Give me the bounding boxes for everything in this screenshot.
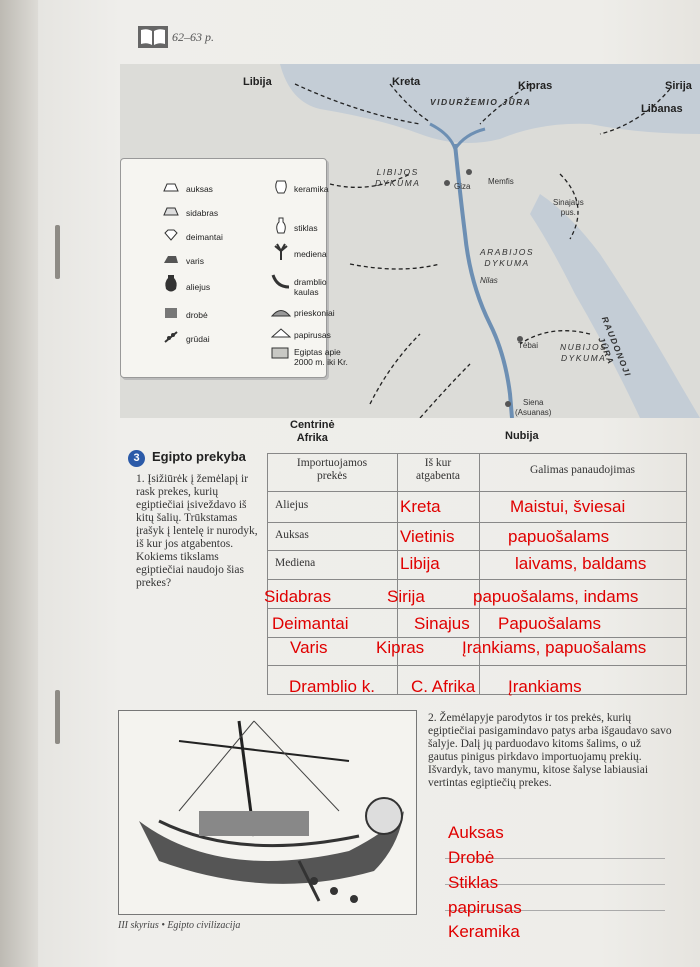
handwritten-use: papuošalams, indams bbox=[473, 587, 639, 606]
page-spine bbox=[0, 0, 38, 967]
handwritten-use: papuošalams bbox=[508, 527, 610, 546]
book-icon bbox=[138, 26, 168, 48]
legend-label: grūdai bbox=[186, 334, 210, 344]
legend-label: stiklas bbox=[294, 223, 318, 233]
handwritten-answer: Auksas bbox=[448, 823, 504, 842]
egypt-area-icon bbox=[271, 347, 289, 359]
trade-table bbox=[267, 453, 687, 695]
binder-clip bbox=[55, 225, 60, 279]
handwritten-good: Dramblio k. bbox=[289, 677, 375, 696]
handwritten-answer: Keramika bbox=[448, 922, 520, 941]
map-label-libija: Libija bbox=[243, 76, 272, 88]
handwritten-good: Sidabras bbox=[264, 587, 332, 606]
oil-jar-icon bbox=[163, 274, 179, 294]
handwritten-use: Įrankiams, papuošalams bbox=[462, 638, 647, 657]
handwritten-origin: Libija bbox=[400, 554, 440, 573]
map-label-memfis: Memfis bbox=[488, 177, 514, 186]
map-label-kipras: Kipras bbox=[518, 80, 553, 92]
map-legend bbox=[120, 158, 348, 378]
map-label-giza: Giza bbox=[454, 182, 471, 191]
legend-label: dramblio kaulas bbox=[294, 277, 327, 297]
page-reference: 62–63 p. bbox=[172, 30, 214, 44]
binder-clip bbox=[55, 690, 60, 744]
table-header-goods: Importuojamos prekės bbox=[296, 457, 368, 482]
handwritten-answer: Drobė bbox=[448, 848, 495, 867]
handwritten-answer: papirusas bbox=[448, 898, 522, 917]
handwritten-origin: Kipras bbox=[376, 638, 425, 657]
legend-label: sidabras bbox=[186, 208, 219, 218]
section-title: Egipto prekyba bbox=[152, 449, 246, 464]
map-label-sirija: Sirija bbox=[665, 80, 692, 92]
silver-icon bbox=[163, 205, 179, 217]
map-label-nubija: Nubija bbox=[505, 430, 539, 442]
handwritten-origin: Sinajus bbox=[414, 614, 470, 633]
legend-label: Egiptas apie 2000 m. iki Kr. bbox=[294, 347, 348, 367]
papyrus-icon bbox=[271, 327, 291, 339]
handwritten-origin: Kreta bbox=[400, 497, 441, 516]
page-footer-caption: III skyrius • Egipto civilizacija bbox=[118, 920, 241, 931]
diamond-icon bbox=[163, 229, 179, 241]
map-label-arabian-desert: ARABIJOS DYKUMA bbox=[480, 247, 535, 268]
handwritten-use: laivams, baldams bbox=[515, 554, 647, 573]
legend-label: mediena bbox=[294, 249, 327, 259]
legend-label: papirusas bbox=[294, 330, 331, 340]
ship-illustration bbox=[118, 710, 417, 915]
handwritten-origin: Vietinis bbox=[400, 527, 455, 546]
legend-label: auksas bbox=[186, 184, 213, 194]
legend-label: aliejus bbox=[186, 282, 211, 292]
legend-label: keramika bbox=[294, 184, 329, 194]
legend-label: varis bbox=[186, 256, 204, 266]
map-label-libyan-desert: LIBIJOS DYKUMA bbox=[375, 167, 421, 188]
map-label-sinai: Sinajaus pus. bbox=[553, 198, 584, 217]
handwritten-good: Deimantai bbox=[272, 614, 349, 633]
handwritten-good: Varis bbox=[290, 638, 328, 657]
handwritten-origin: C. Afrika bbox=[411, 677, 476, 696]
table-cell-good: Aliejus bbox=[275, 499, 309, 511]
map-label-central-africa: Centrinė Afrika bbox=[290, 419, 335, 444]
map-label-kreta: Kreta bbox=[392, 76, 421, 88]
map-label-red-sea: RAUDONOJI JŪRA bbox=[596, 315, 634, 379]
copper-icon bbox=[163, 253, 179, 265]
section-number: 3 bbox=[128, 450, 145, 467]
timber-icon bbox=[273, 243, 289, 261]
map-label-siena: Siena (Asuanas) bbox=[515, 398, 552, 417]
grain-icon bbox=[163, 331, 179, 343]
table-header-origin: Iš kur atgabenta bbox=[415, 457, 461, 482]
glass-icon bbox=[273, 217, 289, 235]
legend-label: deimantai bbox=[186, 232, 223, 242]
handwritten-origin: Sirija bbox=[387, 587, 425, 606]
task-2-text: 2. Žemėlapyje parodytos ir tos prekės, kurių egiptiečiai pasigamindavo patys arba išgaudavo savo šalyje. Dalį jų parduodavo kitoms šalims, o už gautus pinigus pirkdavo importuojamų prekių. Išvardyk, tavo manymu, kitose šalyse labiausiai vertintas egiptiečių prekes. bbox=[428, 712, 672, 789]
spices-icon bbox=[271, 305, 291, 317]
table-cell-good: Mediena bbox=[275, 557, 316, 569]
map-label-nubian-desert: NUBIJOS DYKUMA bbox=[560, 342, 608, 363]
gold-icon bbox=[163, 181, 179, 193]
pottery-icon bbox=[273, 179, 289, 195]
handwritten-use: Papuošalams bbox=[498, 614, 602, 633]
map-label-sea: VIDURŽEMIO JŪRA bbox=[430, 97, 532, 107]
map-label-libanas: Libanas bbox=[641, 103, 683, 115]
task-1-text: 1. Įsižiūrėk į žemėlapį ir rask prekes, kurių egiptiečiai įsiveždavo iš kitų šalių. Trūkstamas įrašyk į lentelę ir nurodyk, iš kur jos atgabentos. Kokiems tikslams egiptiečiai naudojo šias prekes? bbox=[136, 473, 258, 589]
ivory-icon bbox=[271, 273, 291, 289]
table-cell-good: Auksas bbox=[275, 529, 309, 541]
map-label-nile: Nilas bbox=[480, 276, 498, 285]
handwritten-use: Įrankiams bbox=[508, 677, 582, 696]
legend-label: drobė bbox=[186, 310, 208, 320]
map-label-tebai: Tėbai bbox=[518, 341, 539, 350]
handwritten-use: Maistui, šviesai bbox=[510, 497, 626, 516]
legend-label: prieskoniai bbox=[294, 308, 335, 318]
table-header-use: Galimas panaudojimas bbox=[529, 464, 636, 476]
linen-icon bbox=[163, 307, 179, 319]
handwritten-answer: Stiklas bbox=[448, 873, 499, 892]
